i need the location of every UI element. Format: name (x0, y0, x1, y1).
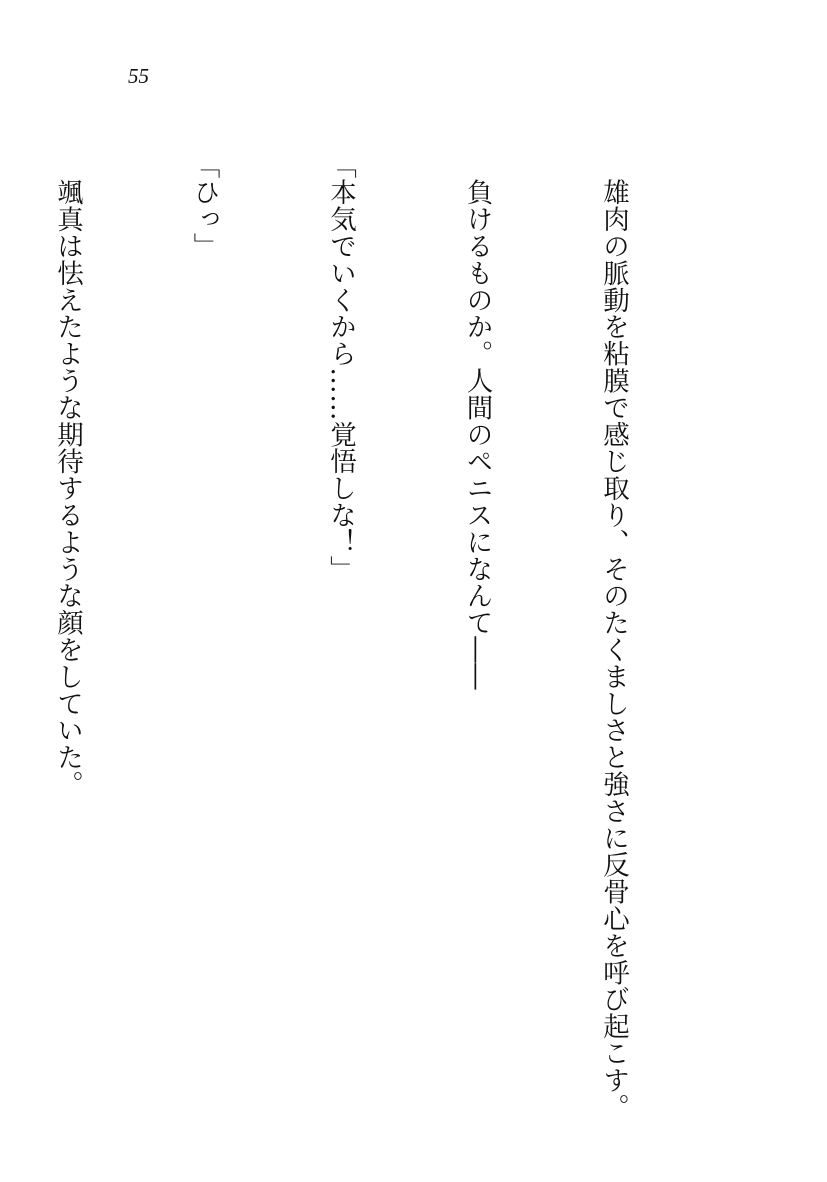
text-line: 「ひっ」 (188, 152, 220, 260)
text-line: 颯真は怯えたような期待するような顔をしていた。 (52, 152, 83, 798)
novel-body-text (0, 152, 727, 1121)
text-line: 雄肉の脈動を粘膜で感じ取り、そのたくましさと強さに反骨心を呼び起こす。 (598, 152, 629, 1121)
page-number: 55 (128, 64, 149, 88)
text-line: 「本気でいくから……覚悟しな！」 (325, 152, 356, 583)
text-line: 負けるものか。人間のペニスになんて―― (461, 152, 493, 690)
